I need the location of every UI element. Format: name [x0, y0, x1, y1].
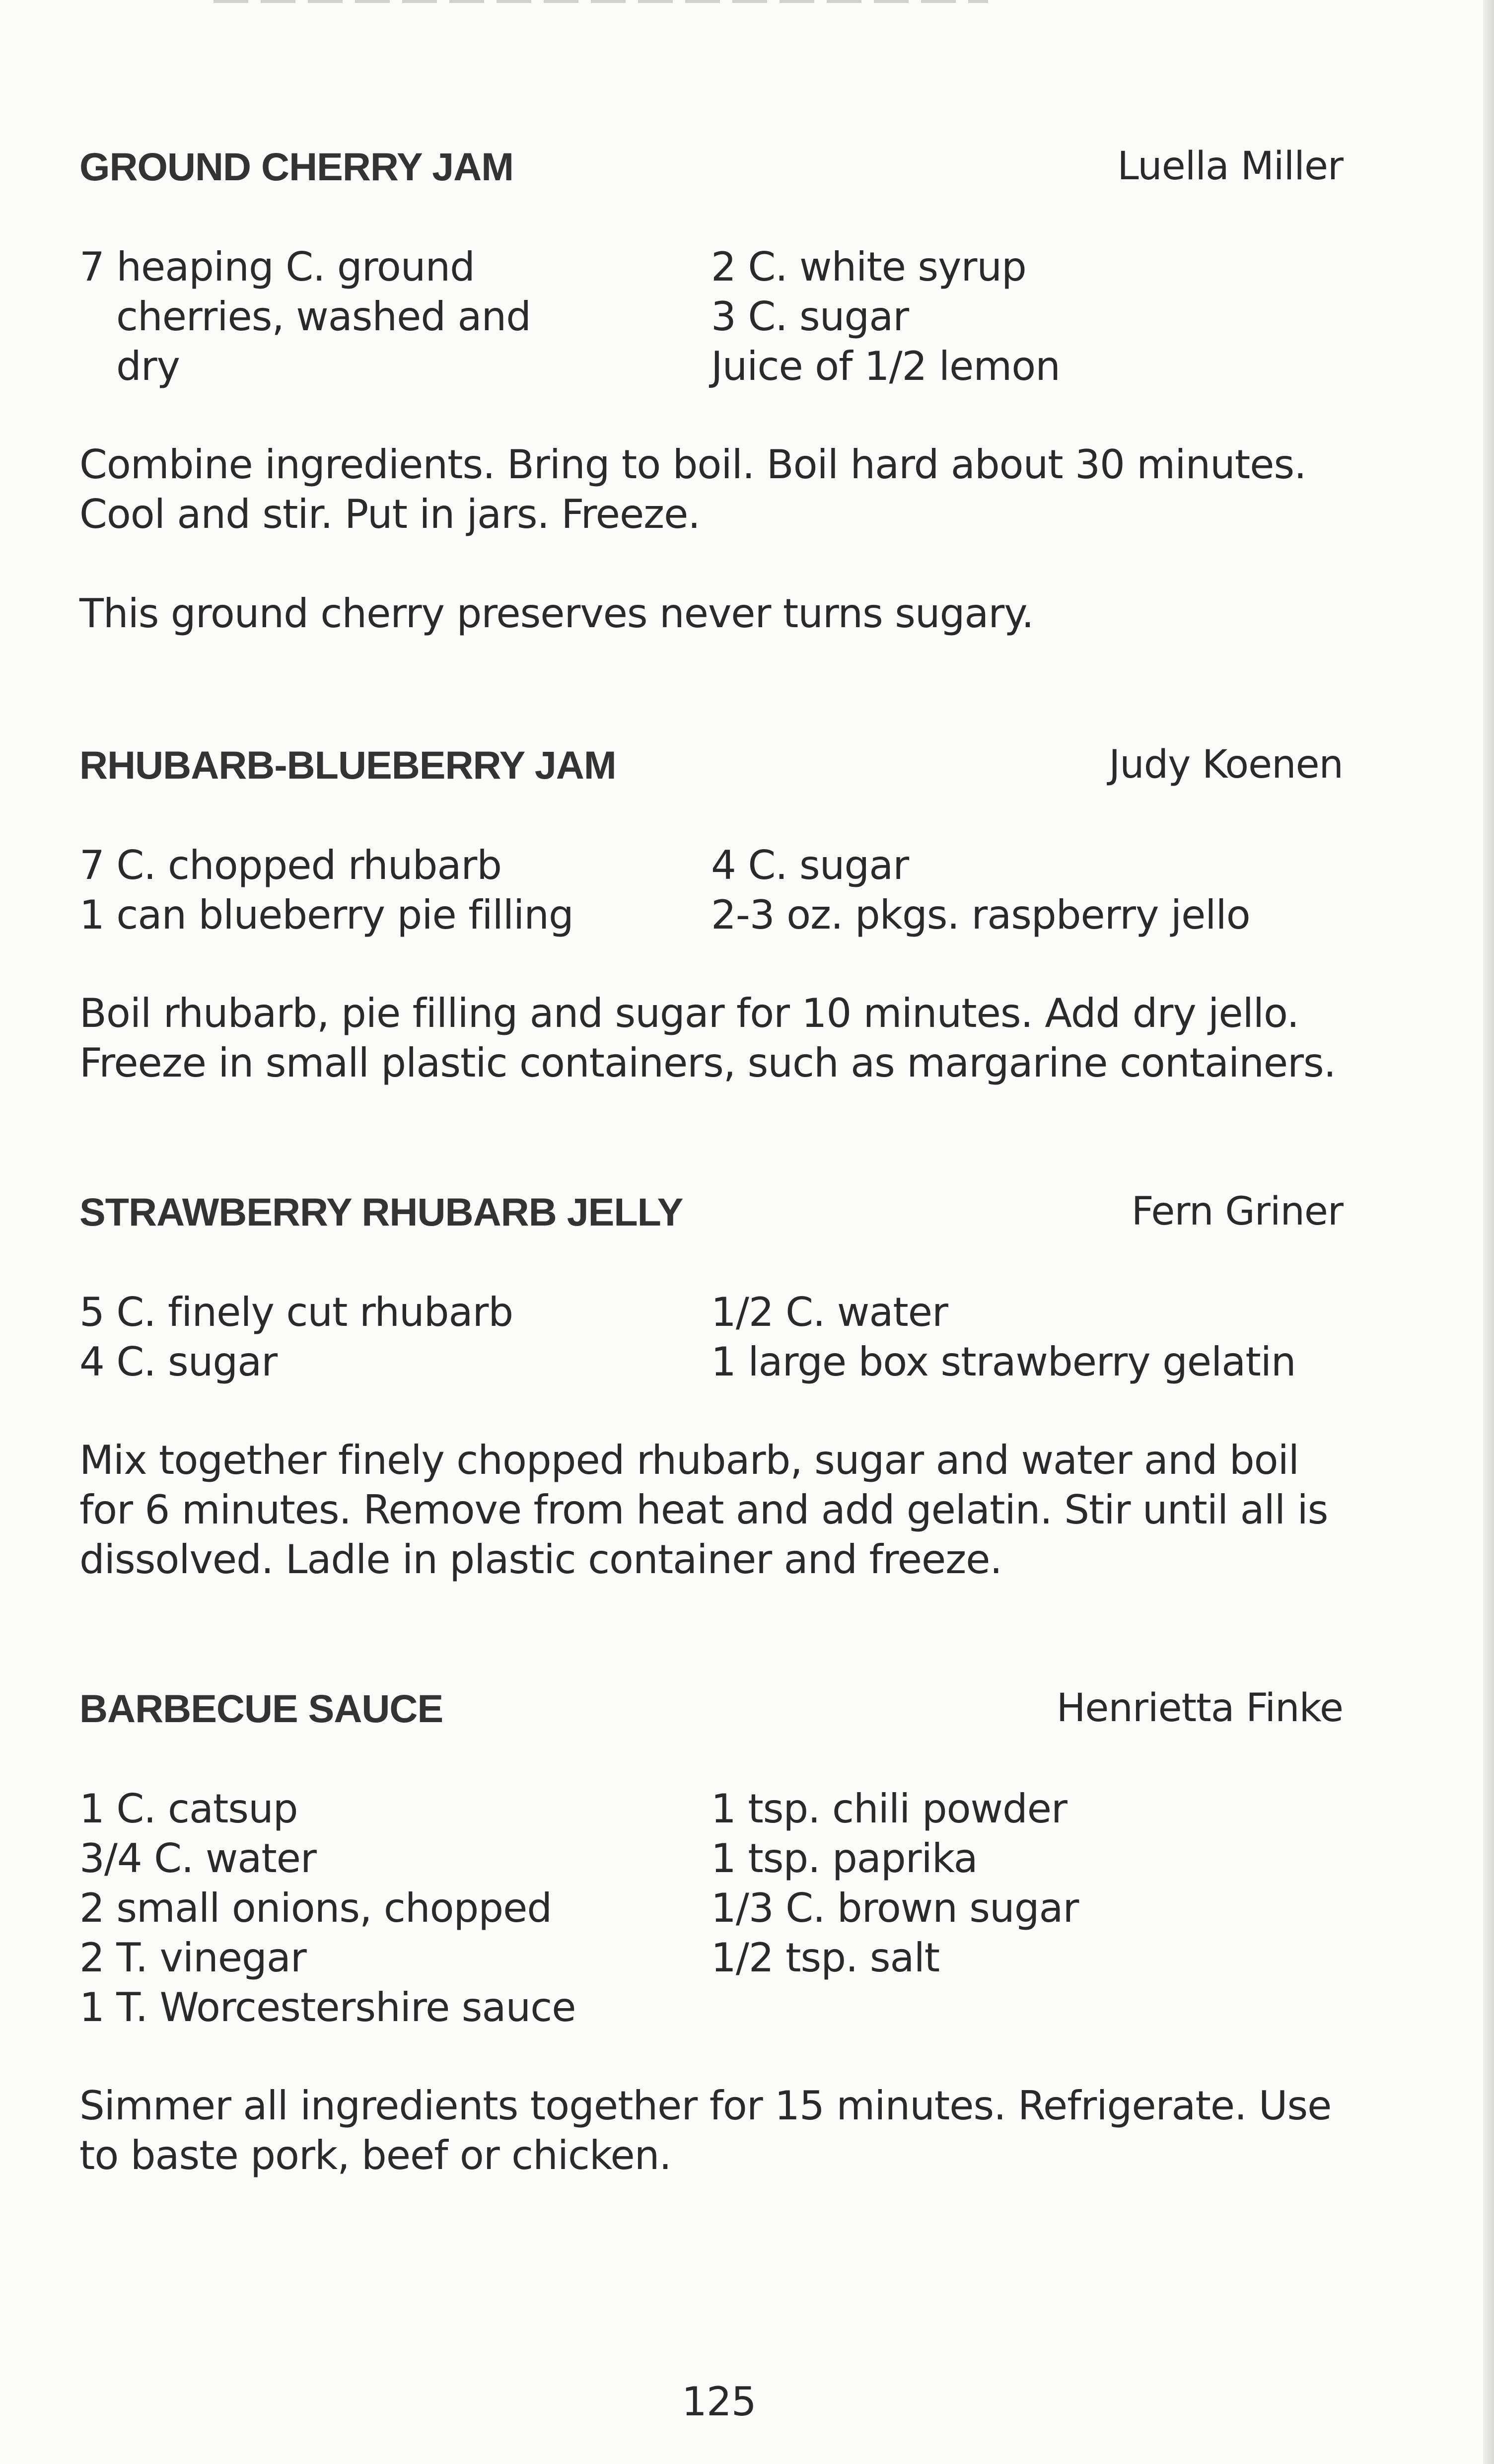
- recipe-author: Luella Miller: [1117, 144, 1343, 189]
- ingredients-list: [79, 1288, 1343, 1387]
- ingredient-line: 7 C. chopped rhubarb: [79, 842, 502, 888]
- ingredient-line: dry: [116, 343, 180, 389]
- ingredient-line: 2 C. white syrup: [711, 244, 1026, 290]
- recipe-directions: [79, 440, 1343, 539]
- ingredients-left-column: [79, 1288, 700, 1387]
- recipe-author: Fern Griner: [1131, 1189, 1343, 1234]
- recipe-author: Henrietta Finke: [1056, 1686, 1343, 1731]
- ingredient-line: 4 C. sugar: [79, 1339, 278, 1385]
- recipe-barbecue-sauce: [79, 1686, 1343, 2180]
- recipe-author: Judy Koenen: [1109, 742, 1343, 787]
- ingredient-line: 1 large box strawberry gelatin: [711, 1339, 1296, 1385]
- directions-line: dissolved. Ladle in plastic container and freeze.: [79, 1536, 1002, 1583]
- directions-line: Mix together finely chopped rhubarb, sugar and water and boil: [79, 1437, 1299, 1483]
- ingredient-line: 4 C. sugar: [711, 842, 909, 888]
- directions-line: to baste pork, beef or chicken.: [79, 2132, 671, 2178]
- recipe-header: [79, 1189, 1343, 1239]
- recipe-strawberry-rhubarb-jelly: [79, 1189, 1343, 1585]
- ingredient-line: 1/3 C. brown sugar: [711, 1885, 1079, 1931]
- recipe-title: STRAWBERRY RHUBARB JELLY: [79, 1190, 683, 1234]
- recipe-title: BARBECUE SAUCE: [79, 1686, 443, 1731]
- recipe-title: RHUBARB-BLUEBERRY JAM: [79, 743, 616, 787]
- recipe-rhubarb-blueberry-jam: [79, 742, 1343, 1088]
- ingredient-line: cherries, washed and: [116, 293, 531, 340]
- page-edge: [1483, 0, 1494, 2464]
- recipe-header: [79, 1686, 1343, 1736]
- recipe-note: This ground cherry preserves never turns sugary.: [79, 590, 1034, 637]
- directions-line: Cool and stir. Put in jars. Freeze.: [79, 491, 700, 537]
- ingredient-line: 1 tsp. chili powder: [711, 1786, 1067, 1832]
- recipe-header: [79, 144, 1343, 194]
- page-number: 125: [682, 2379, 756, 2425]
- recipe-directions: [79, 1436, 1343, 1585]
- ingredient-line: 3 C. sugar: [711, 293, 909, 340]
- top-print-band: [213, 0, 988, 3]
- ingredient-line: 1 tsp. paprika: [711, 1835, 978, 1882]
- directions-line: Combine ingredients. Bring to boil. Boil hard about 30 minutes.: [79, 441, 1306, 488]
- recipe-directions: [79, 989, 1343, 1088]
- directions-line: Boil rhubarb, pie filling and sugar for 10 minutes. Add dry jello.: [79, 990, 1299, 1036]
- ingredient-line: 2-3 oz. pkgs. raspberry jello: [711, 892, 1250, 938]
- ingredient-line: 2 T. vinegar: [79, 1935, 306, 1981]
- ingredients-list: [79, 242, 1343, 391]
- directions-line: Freeze in small plastic containers, such as margarine containers.: [79, 1040, 1336, 1086]
- ingredient-line: 7 heaping C. ground: [79, 244, 475, 290]
- recipe-header: [79, 742, 1343, 792]
- ingredient-line: 2 small onions, chopped: [79, 1885, 552, 1931]
- ingredients-list: [79, 1784, 1343, 2032]
- ingredients-list: [79, 841, 1343, 940]
- ingredient-line: 3/4 C. water: [79, 1835, 316, 1882]
- ingredients-right-column: [711, 841, 1343, 940]
- directions-line: Simmer all ingredients together for 15 minutes. Refrigerate. Use: [79, 2083, 1332, 2129]
- ingredient-line: Juice of 1/2 lemon: [711, 343, 1060, 389]
- ingredient-line: 1 can blueberry pie filling: [79, 892, 573, 938]
- ingredients-left-column: [79, 1784, 700, 2032]
- recipe-directions: [79, 2081, 1343, 2180]
- recipe-title: GROUND CHERRY JAM: [79, 145, 514, 189]
- ingredients-right-column: [711, 242, 1343, 391]
- ingredient-line: 1/2 C. water: [711, 1289, 948, 1335]
- ingredient-line: 1/2 tsp. salt: [711, 1935, 940, 1981]
- ingredients-left-column: [79, 242, 700, 391]
- ingredients-left-column: [79, 841, 700, 940]
- ingredients-right-column: [711, 1288, 1343, 1387]
- ingredients-right-column: [711, 1784, 1343, 1983]
- directions-line: for 6 minutes. Remove from heat and add gelatin. Stir until all is: [79, 1487, 1328, 1533]
- recipe-ground-cherry-jam: [79, 144, 1343, 639]
- ingredient-line: 1 T. Worcestershire sauce: [79, 1984, 576, 2030]
- ingredient-line: 1 C. catsup: [79, 1786, 298, 1832]
- ingredient-line: 5 C. finely cut rhubarb: [79, 1289, 513, 1335]
